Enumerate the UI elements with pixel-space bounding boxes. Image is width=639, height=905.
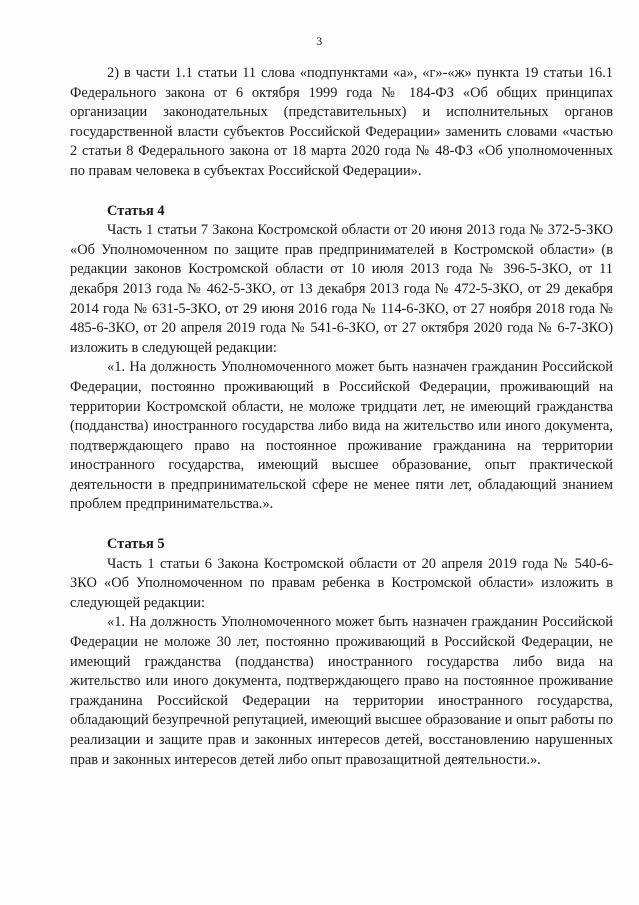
article-4-intro: Часть 1 статьи 7 Закона Костромской области от 20 июня 2013 года № 372-5-ЗКО «Об Уполномоченном по защите прав предпринимателей в Костромской области» (в редакции законов Костромской области от 10 июля 2013 года № 396-5-ЗКО, от 11 декабря 2013 года № 462-5-ЗКО, от 13 декабря 2013 года № 472-5-ЗКО, от 29 декабря 2014 года № 631-5-ЗКО, от 29 июня 2016 года № 114-6-ЗКО, от 27 ноября 2018 года № 485-6-ЗКО, от 20 апреля 2019 года № 541-6-ЗКО, от 27 октября 2020 года № 6-7-ЗКО) изложить в следующей редакции: <box>70 222 613 356</box>
article-5-intro: Часть 1 статьи 6 Закона Костромской области от 20 апреля 2019 года № 540-6-ЗКО «Об Уполномоченном по правам ребенка в Костромской области» изложить в следующей редакции: <box>70 555 613 611</box>
article-4-quoted-text: «1. На должность Уполномоченного может быть назначен гражданин Российской Федерации, постоянно проживающий в Российской Федерации, проживающий на территории Костромской области, не моложе тридцати лет, не имеющий гражданства (подданства) иностранного государства либо вида на жительство или иного документа, подтверждающего право на постоянное проживание гражданина на территории иностранного государства, имеющий высшее образование, опыт практической деятельности в предпринимательской сфере не менее пяти лет, обладающий знанием проблем предпринимательства.». <box>70 359 613 513</box>
article-5-quoted-text: «1. На должность Уполномоченного может быть назначен гражданин Российской Федерации не моложе 30 лет, постоянно проживающий в Российской Федерации, не имеющий гражданства (подданства) иностранного государства либо вида на жительство или иного документа, подтверждающего право на постоянное проживание гражданина Российской Федерации на территории иностранного государства, обладающий безупречной репутацией, имеющий высшее образование и опыт работы по реализации и защите прав и законных интересов детей, восстановлению нарушенных прав и законных интересов детей либо опыт правозащитной деятельности.». <box>70 614 613 768</box>
page-number: 3 <box>316 34 323 48</box>
amendment-item-2: 2) в части 1.1 статьи 11 слова «подпунктами «а», «г»-«ж» пункта 19 статьи 16.1 Федерального закона от 6 октября 1999 года № 184-ФЗ «Об общих принципах организации законодательных (представительных) и исполнительных органов государственной власти субъектов Российской Федерации» заменить словами «частью 2 статьи 8 Федерального закона от 18 марта 2020 года № 48-ФЗ «Об уполномоченных по правам человека в субъектах Российской Федерации». <box>70 65 613 179</box>
spacer <box>70 515 613 535</box>
spacer <box>70 182 613 202</box>
document-body <box>70 64 613 770</box>
article-4-heading: Статья 4 <box>107 202 165 219</box>
article-5-heading: Статья 5 <box>107 536 165 553</box>
